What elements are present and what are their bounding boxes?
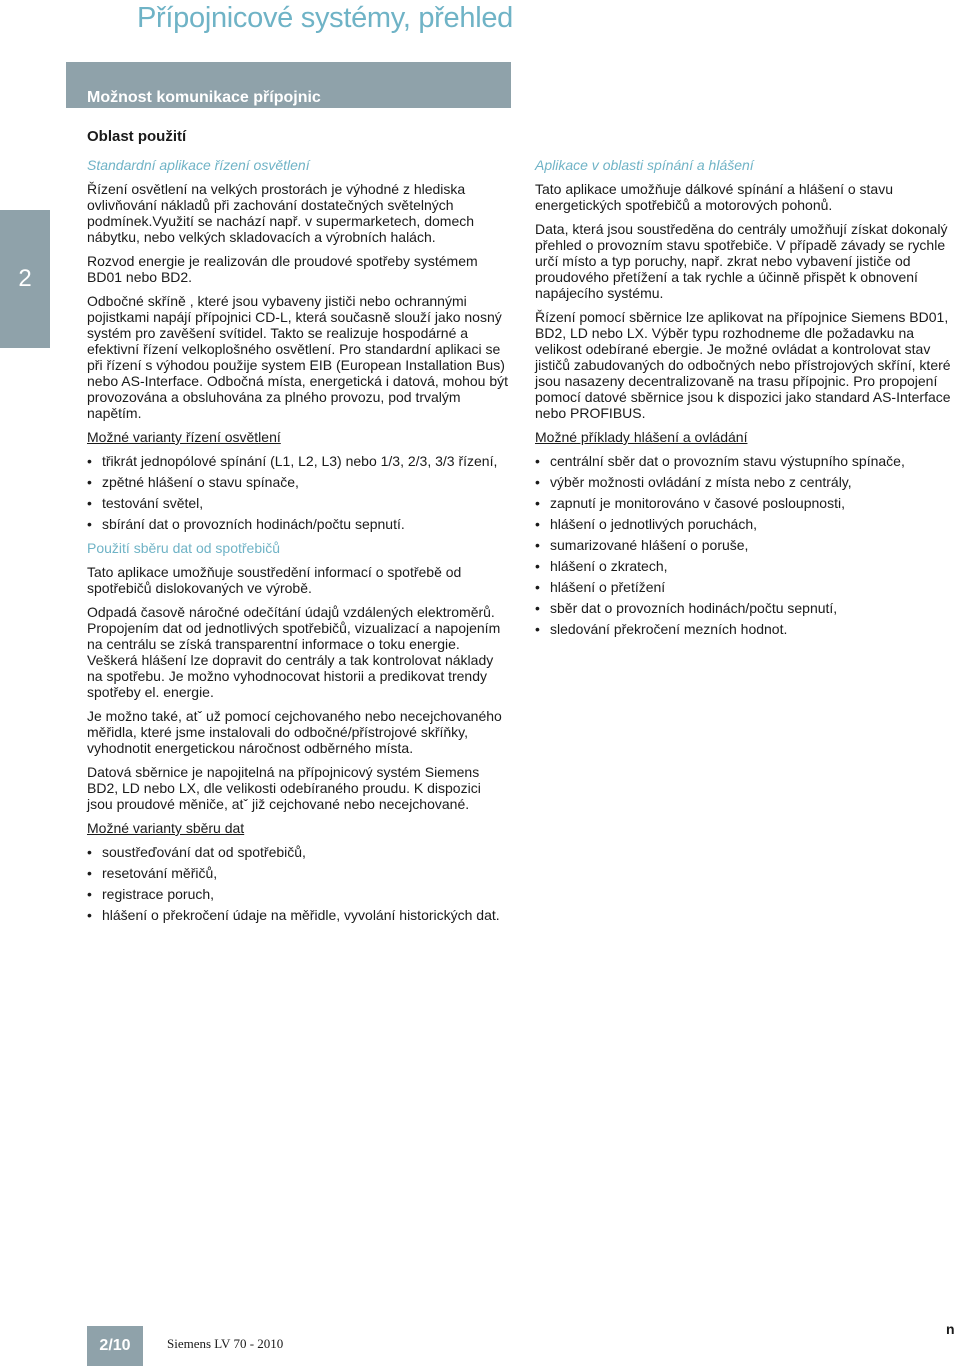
section-header-bar <box>66 62 511 108</box>
area-title: Oblast použití <box>87 128 187 145</box>
left-paragraph-4: Tato aplikace umožňuje soustředění informací o spotřebě od spotřebičů dislokovaných ve výrobě. <box>87 564 462 596</box>
left-paragraph-2: Rozvod energie je realizován dle proudové spotřeby systémem BD01 nebo BD2. <box>87 253 478 285</box>
list-item: • sumarizované hlášení o poruše, <box>535 537 955 553</box>
list-item: • testování světel, <box>87 495 509 511</box>
list-item: • hlášení o jednotlivých poruchách, <box>535 516 955 532</box>
right-heading-switching: Aplikace v oblasti spínání a hlášení <box>535 157 754 173</box>
right-paragraph-1: Tato aplikace umožňuje dálkové spínání a hlášení o stavu energetických spotřebičů a motorových pohonů. <box>535 181 894 213</box>
right-paragraph-2: Data, která jsou soustředěna do centrály umožňují získat dokonalý přehled o provozním stavu spotřebiče. V případě závady se rychle určí místo a typ poruchy, např. zkrat nebo vybavení jističe od proudového přetížení a tak rychle a účinně přispět k obnovení napájecího systému. <box>535 221 948 301</box>
left-column <box>87 157 509 931</box>
page-title: Přípojnicové systémy, přehled <box>137 2 513 34</box>
right-column <box>535 157 955 645</box>
list-item: • zpětné hlášení o stavu spínače, <box>87 474 509 490</box>
page-number-badge: 2/10 <box>87 1326 143 1366</box>
left-paragraph-3: Odbočné skříně , které jsou vybaveny jističi nebo ochrannými pojistkami napájí přípojnici CD-L, která současně slouží jako nosný systém pro zavěšení svítidel. Takto se realizuje hospodárné a efektivní řízení velkoplošného osvětlení. Pro standardní aplikaci se při řízení s výhodou použije system EIB (European Installation Bus) nebo AS-Interface. Odbočná místa, energetická i datová, mohou být provozována a obsluhována za plného provozu, pod trvalým napětím. <box>87 293 509 421</box>
section-title: Možnost komunikace přípojnic <box>87 89 321 106</box>
list-item: • hlášení o překročení údaje na měřidle, vyvolání historických dat. <box>87 907 509 923</box>
left-paragraph-1: Řízení osvětlení na velkých prostorách je výhodné z hlediska ovlivňování nákladů při zachování dostatečných světelných podmínek.Využití se nachází např. v supermarketech, domech nábytku, nebo velkých skladovacích a výrobních halách. <box>87 181 475 245</box>
list-item: • výběr možnosti ovládání z místa nebo z centrály, <box>535 474 955 490</box>
left-paragraph-7: Datová sběrnice je napojitelná na přípojnicový systém Siemens BD2, LD nebo LX, dle velikosti odebíraného proudu. K dispozici jsou proudové měniče, atˇ již cejchované nebo necejchované. <box>87 764 481 812</box>
list-item: • centrální sběr dat o provozním stavu výstupního spínače, <box>535 453 955 469</box>
left-heading-data-collection: Použití sběru dat od spotřebičů <box>87 540 281 556</box>
list-item: • sbírání dat o provozních hodinách/počtu sepnutí. <box>87 516 509 532</box>
list-item: • sledování překročení mezních hodnot. <box>535 621 955 637</box>
list-item: • registrace poruch, <box>87 886 509 902</box>
list-item: • resetování měřičů, <box>87 865 509 881</box>
left-list-1-title: Možné varianty řízení osvětlení <box>87 429 281 445</box>
left-heading-lighting: Standardní aplikace řízení osvětlení <box>87 157 310 173</box>
left-list-2-title: Možné varianty sběru dat <box>87 820 245 836</box>
list-item: • hlášení o přetížení <box>535 579 955 595</box>
right-paragraph-3: Řízení pomocí sběrnice lze aplikovat na přípojnice Siemens BD01, BD2, LD nebo LX. Výběr typu rozhodneme dle požadavku na velikost odebírané ebergie. Je možné ovládat a kontrolovat stav jističů zabudovaných do odbočných nebo přístrojových skříní, které jsou nasazeny decentralizovaně na trasu přípojnic. Pro propojení pomocí datové sběrnice jsou k dispozici jako standard AS-Interface nebo PROFIBUS. <box>535 309 951 421</box>
list-item: • zapnutí je monitorováno v časové posloupnosti, <box>535 495 955 511</box>
list-item: • sběr dat o provozních hodinách/počtu sepnutí, <box>535 600 955 616</box>
right-list-title: Možné příklady hlášení a ovládání <box>535 429 748 445</box>
chapter-tab: 2 <box>0 210 50 348</box>
list-item: • třikrát jednopólové spínání (L1, L2, L3) nebo 1/3, 2/3, 3/3 řízení, <box>87 453 509 469</box>
catalog-reference: Siemens LV 70 - 2010 <box>167 1336 284 1351</box>
left-paragraph-6: Je možno také, atˇ už pomocí cejchovaného nebo necejchovaného měřidla, které jsme instalovali do odbočné/přístrojové skříňky, vyhodnotit energetickou náročnost odběrného místa. <box>87 708 502 756</box>
left-list-2 <box>87 844 509 923</box>
left-list-1 <box>87 453 509 532</box>
list-item: • hlášení o zkratech, <box>535 558 955 574</box>
right-list <box>535 453 955 637</box>
corner-mark: n <box>946 1321 955 1337</box>
left-paragraph-5: Odpadá časově náročné odečítání údajů vzdálených elektroměrů. Propojením dat od jednotlivých spotřebičů, vizualizací a napojením na centrálu se získá transparentní informace o toku energie. Veškerá hlášení lze dopravit do centrály a tak kontrolovat náklady na spotřebu. Je možno vyhodnocovat historii a predikovat trendy spotřeby el. energie. <box>87 604 501 700</box>
list-item: • soustřeďování dat od spotřebičů, <box>87 844 509 860</box>
